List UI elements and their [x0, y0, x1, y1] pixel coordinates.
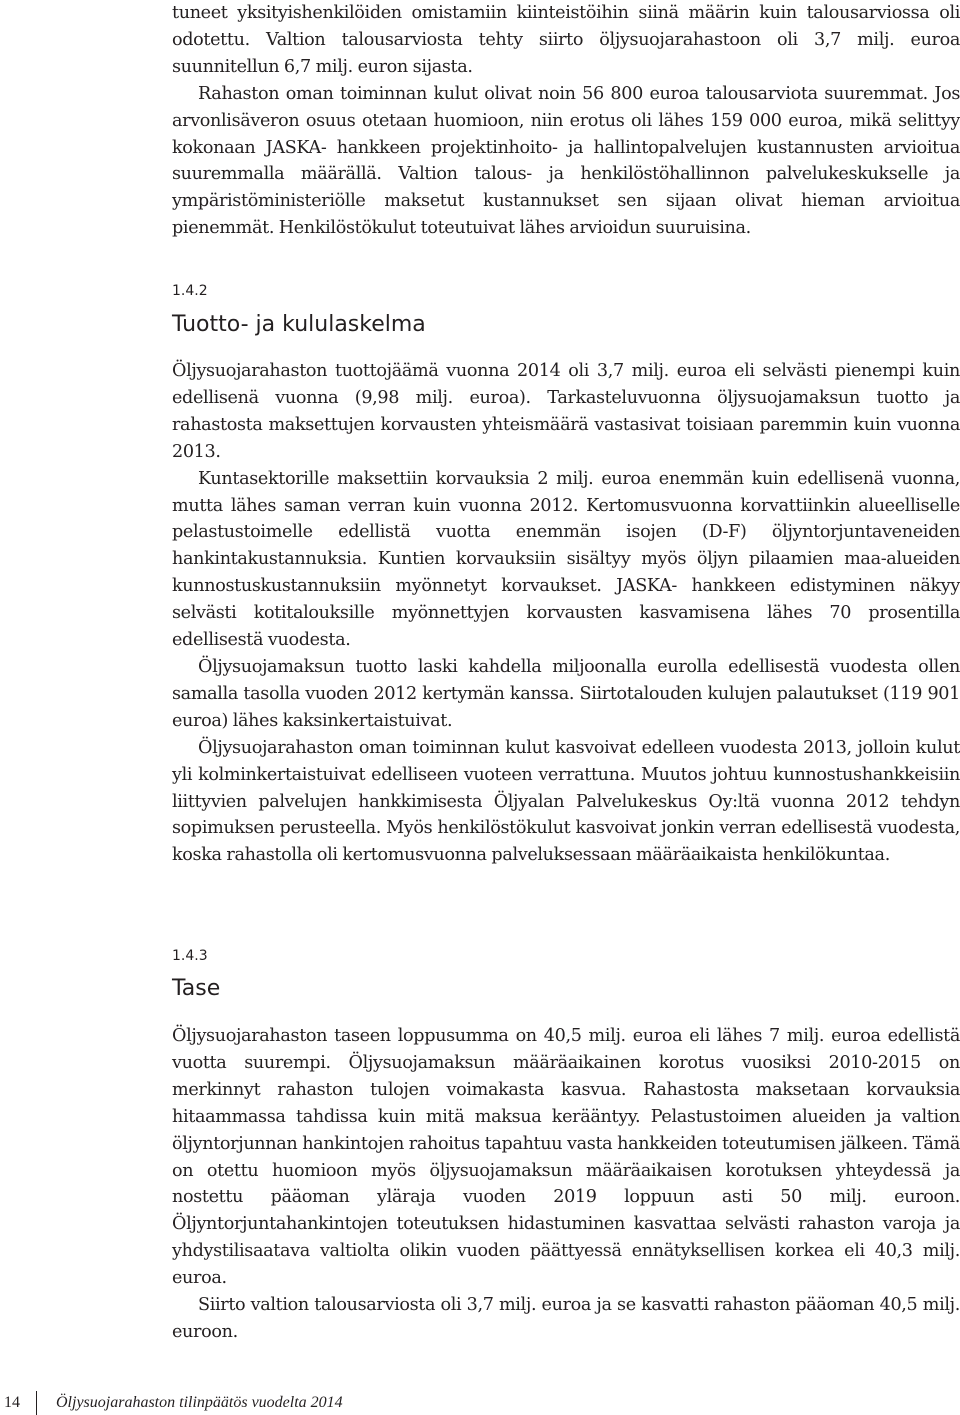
paragraph: Öljysuojarahaston tuottojäämä vuonna 2014 oli 3,7 milj. euroa eli selvästi pienempi kuin edellisenä vuonna (9,98 milj. euroa). Tarkasteluvuonna öljysuojamaksun tuotto ja rahastosta maksettujen korvausten yhteismäärä vastasivat toisiaan paremmin kuin vuonna 2013.	[172, 361, 960, 462]
paragraph: Rahaston oman toiminnan kulut olivat noin 56 800 euroa talousarviota suuremmat. Jos arvonlisäveron osuus otetaan huomioon, niin erotus oli lähes 159 000 euroa, mikä selittyy kokonaan JASKA- hankkeen projektinhoito- ja hallintopalvelujen kustannusten arvioitua suuremmalla määrällä. Valtion talous- ja henkilöstöhallinnon palvelukeskukselle ja ympäristöministeriölle maksetut kustannukset sen sijaan olivat hieman arvioitua pienemmät. Henkilöstökulut toteutuivat lähes arvioidun suuruisina.	[172, 83, 960, 239]
section-number: 1.4.3	[172, 948, 208, 964]
page-footer	[0, 1391, 420, 1415]
paragraph: Kuntasektorille maksettiin korvauksia 2 milj. euroa enemmän kuin edellisenä vuonna, mutta lähes saman verran kuin vuonna 2012. Kertomusvuonna korvattiinkin alueelliselle pelastustoimelle edellistä vuotta enemmän isojen (D-F) öljyntorjuntaveneiden hankintakustannuksia. Kuntien korvauksiin sisältyy myös öljyn pilaamien maa-alueiden kunnostuskustannuksiin myönnetyt korvaukset. JASKA- hankkeen edistyminen näkyy selvästi kotitalouksille myönnettyjen korvausten kasvamisena lähes 70 prosentilla edellisestä vuodesta.	[172, 468, 960, 651]
paragraph: Siirto valtion talousarviosta oli 3,7 milj. euroa ja se kasvatti rahaston pääoman 40,5 milj. euroon.	[172, 1295, 960, 1342]
running-title: Öljysuojarahaston tilinpäätös vuodelta 2014	[56, 1394, 343, 1411]
section-heading: Tase	[172, 976, 221, 1001]
section-body	[172, 358, 960, 869]
paragraph: Öljysuojamaksun tuotto laski kahdella miljoonalla eurolla edellisestä vuodesta ollen samalla tasolla vuoden 2012 kertymän kanssa. Siirtotalouden kulujen palautukset (119 901 euroa) lähes kaksinkertaistuivat.	[172, 656, 960, 731]
footer-divider	[36, 1391, 37, 1415]
section-heading: Tuotto- ja kululaskelma	[172, 312, 426, 337]
paragraph: Öljysuojarahaston taseen loppusumma on 40,5 milj. euroa eli lähes 7 milj. euroa edellistä vuotta suurempi. Öljysuojamaksun määräaikainen korotus vuosiksi 2010-2015 on merkinnyt rahaston tulojen voimakasta kasvua. Rahastosta maksetaan korvauksia hitaammassa tahdissa kuin mitä maksua kerääntyy. Pelastustoimen alueiden ja valtion öljyntorjunnan hankintojen rahoitus tapahtuu vasta hankkeiden toteutumisen jälkeen. Tämä on otettu huomioon myös öljysuojamaksun määräaikaisen korotuksen yhteydessä ja nostettu pääoman yläraja vuoden 2019 loppuun asti 50 milj. euroon. Öljyntorjuntahankintojen toteutuksen hidastuminen kasvattaa selvästi rahaston varoja ja yhdystilisaatava valtiolta olikin vuoden päättyessä ennätyksellisen korkea eli 40,3 milj. euroa.	[172, 1026, 960, 1289]
section-number: 1.4.2	[172, 283, 208, 299]
paragraph: tuneet yksityishenkilöiden omistamiin kiinteistöihin siinä määrin kuin talousarviossa oli odotettu. Valtion talousarviosta tehty siirto öljysuojarahastoon oli 3,7 milj. euroa suunnitellun 6,7 milj. euron sijasta.	[172, 3, 960, 77]
page-number: 14	[4, 1394, 20, 1411]
continued-section-text	[172, 0, 960, 242]
section-body	[172, 1023, 960, 1346]
paragraph: Öljysuojarahaston oman toiminnan kulut kasvoivat edelleen vuodesta 2013, jolloin kulut yli kolminkertaistuivat edelliseen vuoteen verrattuna. Muutos johtuu kunnostushankkeisiin liittyvien palvelujen hankkimisesta Öljyalan Palvelukeskus Oy:ltä vuonna 2012 tehdyn sopimuksen perusteella. Myös henkilöstökulut kasvoivat jonkin verran edellisestä vuodesta, koska rahastolla oli kertomusvuonna palveluksessaan määräaikaista henkilökuntaa.	[172, 737, 960, 866]
